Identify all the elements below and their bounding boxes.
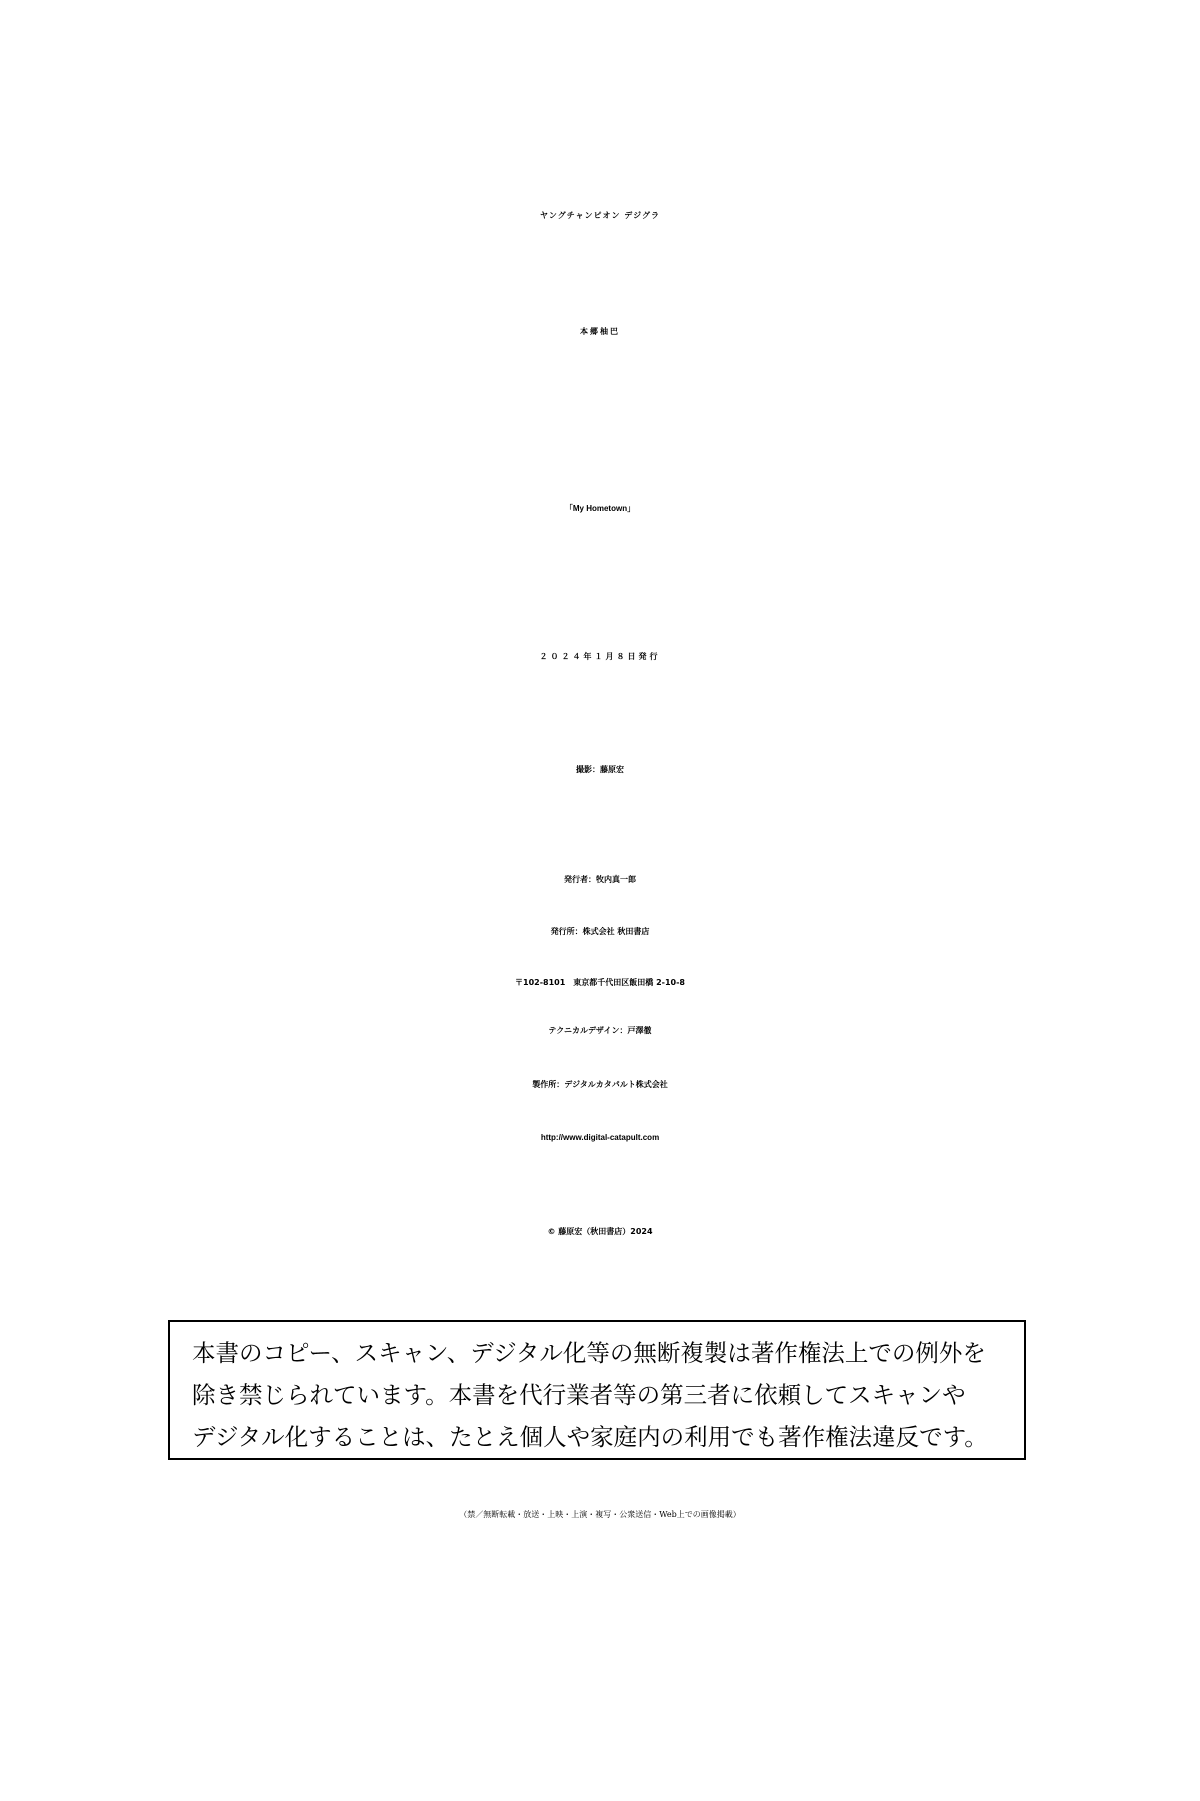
copyright-notice: © 藤原宏（秋田書店）2024: [547, 1227, 653, 1236]
notice-line: 除き禁じられています。本書を代行業者等の第三者に依頼してスキャンや: [192, 1381, 966, 1409]
technical-design-credit: テクニカルデザイン：戸澤徹: [548, 1026, 652, 1035]
prohibition-footnote: （禁／無断転載・放送・上映・上演・複写・公衆送信・Web上での画像掲載）: [459, 1510, 741, 1519]
website-url: http://www.digital-catapult.com: [540, 1133, 660, 1142]
publish-date: ２０２４年１月８日発行: [539, 652, 661, 661]
publisher-address: 〒102-8101 東京都千代田区飯田橋 2-10-8: [515, 978, 685, 987]
publisher-credit: 発行者：牧内真一郎: [564, 875, 636, 884]
series-label: ヤングチャンピオン デジグラ: [540, 211, 660, 220]
copy-prohibition-notice-box: [168, 1320, 1026, 1460]
notice-line: デジタル化することは、たとえ個人や家庭内の利用でも著作権法違反です。: [192, 1423, 988, 1451]
notice-line: 本書のコピー、スキャン、デジタル化等の無断複製は著作権法上での例外を: [192, 1339, 986, 1367]
publishing-company-credit: 発行所：株式会社 秋田書店: [550, 927, 650, 936]
model-name: 本郷柚巴: [580, 327, 620, 336]
book-title: 「My Hometown」: [564, 504, 636, 513]
production-credit: 製作所：デジタルカタパルト株式会社: [532, 1080, 668, 1089]
photographer-credit: 撮影：藤原宏: [576, 765, 624, 774]
